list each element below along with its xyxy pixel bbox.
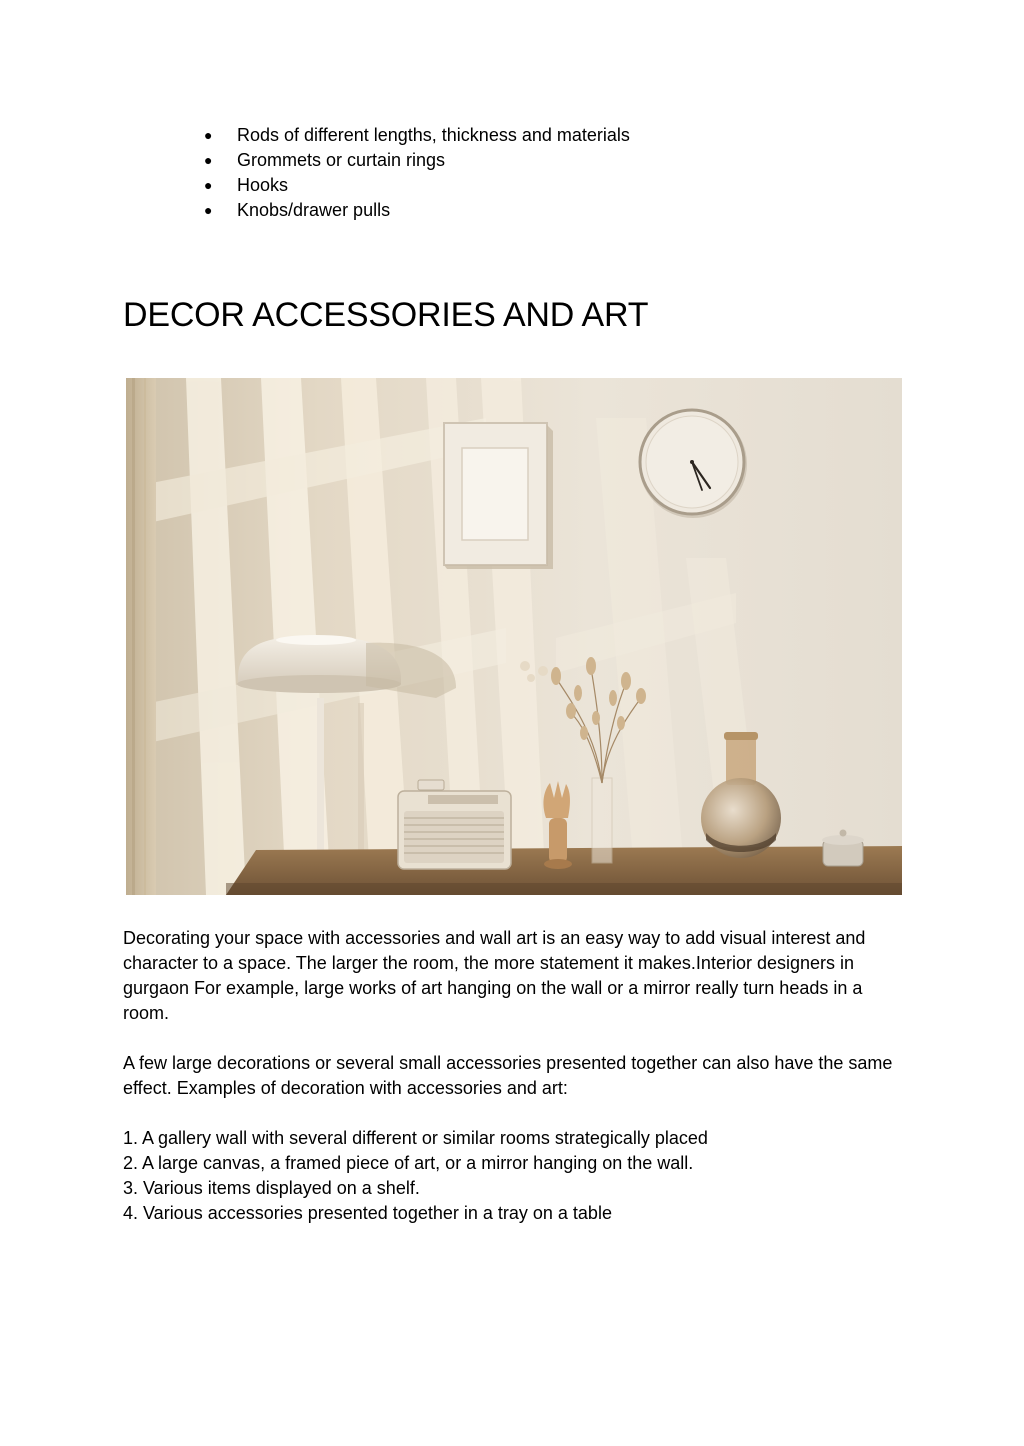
- list-item: [204, 198, 630, 223]
- list-item-text: Knobs/drawer pulls: [237, 200, 391, 220]
- numbered-list: [123, 1126, 708, 1226]
- list-item: [204, 123, 630, 148]
- radio-speaker: [398, 780, 511, 869]
- list-item: 4. Various accessories presented together in a tray on a table: [123, 1203, 612, 1223]
- picture-frame: [444, 423, 553, 569]
- bullet-icon: ●: [204, 152, 213, 168]
- bullet-list: [204, 123, 630, 223]
- decor-photo: [126, 378, 902, 895]
- section-heading: DECOR ACCESSORIES AND ART: [123, 296, 649, 334]
- curtain: [126, 378, 156, 895]
- list-item: 1. A gallery wall with several different or similar rooms strategically placed: [123, 1128, 708, 1148]
- list-item: 3. Various items displayed on a shelf.: [123, 1178, 420, 1198]
- list-item: [204, 173, 630, 198]
- wall-clock: [639, 410, 747, 518]
- paragraph: Decorating your space with accessories and wall art is an easy way to add visual interest and character to a space. The larger the room, the more statement it makes.Interior designers in gurgaon For example, large works of art hanging on the wall or a mirror really turn heads in a room.: [123, 928, 866, 1023]
- bullet-icon: ●: [204, 127, 213, 143]
- list-item-text: Rods of different lengths, thickness and materials: [237, 125, 630, 145]
- list-item-text: Hooks: [237, 175, 289, 195]
- list-item: 2. A large canvas, a framed piece of art, or a mirror hanging on the wall.: [123, 1153, 694, 1173]
- list-item: [204, 148, 630, 173]
- bullet-icon: ●: [204, 177, 213, 193]
- list-item-text: Grommets or curtain rings: [237, 150, 446, 170]
- paragraph: A few large decorations or several small accessories presented together can also have the same effect. Examples of decoration with accessories and art:: [123, 1053, 893, 1098]
- bullet-icon: ●: [204, 202, 213, 218]
